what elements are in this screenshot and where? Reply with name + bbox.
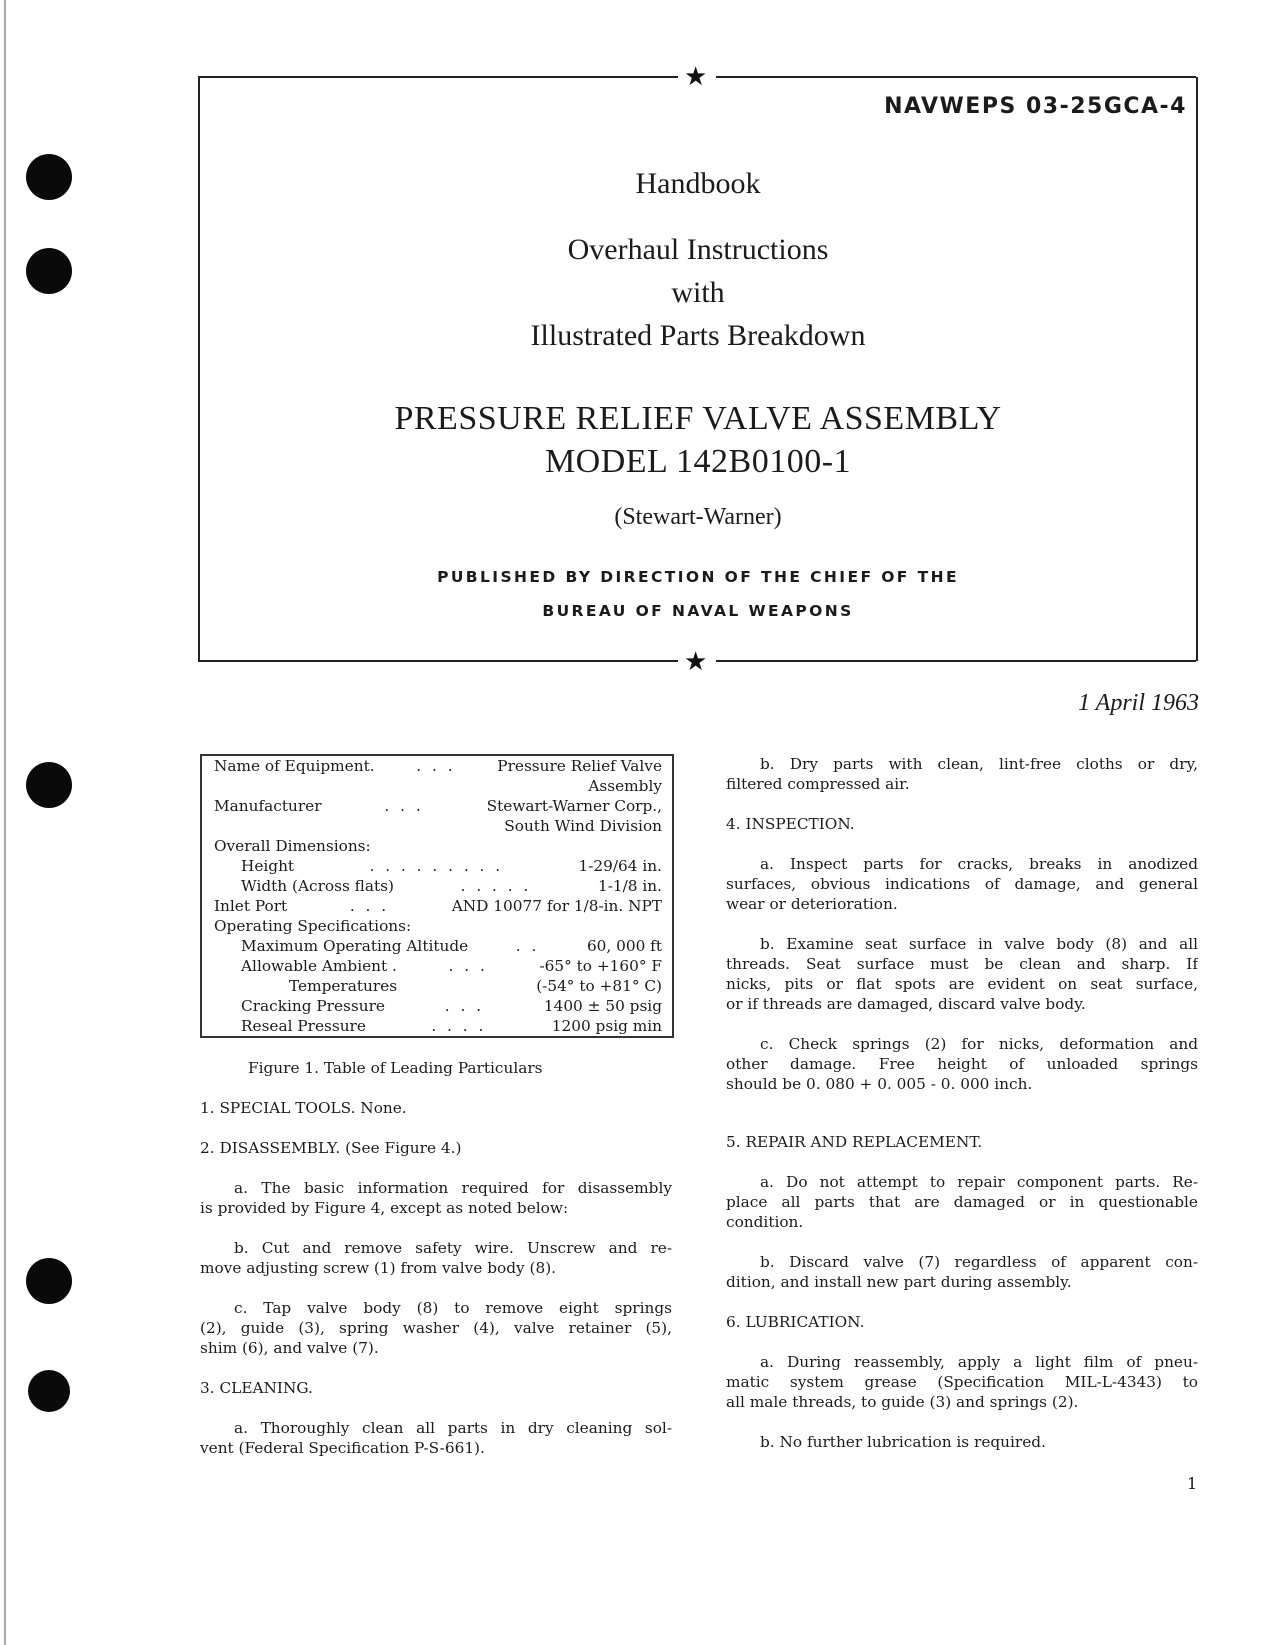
section-heading: 3. CLEANING. <box>200 1379 313 1397</box>
row-value: Pressure Relief Valve <box>497 757 662 775</box>
binder-hole <box>26 248 72 294</box>
table-row <box>214 896 662 916</box>
table-row <box>214 996 662 1016</box>
figure-caption: Figure 1. Table of Leading Particulars <box>248 1059 543 1077</box>
paragraph-line: is provided by Figure 4, except as noted below: <box>200 1199 569 1217</box>
published-by: PUBLISHED BY DIRECTION OF THE CHIEF OF THE <box>437 568 959 586</box>
table-row <box>214 916 662 936</box>
divider <box>716 76 1196 78</box>
paragraph-line: or if threads are damaged, discard valve body. <box>726 995 1086 1013</box>
row-label: Overall Dimensions: <box>214 837 371 855</box>
section-heading: 5. REPAIR AND REPLACEMENT. <box>726 1133 983 1151</box>
row-label: Maximum Operating Altitude <box>241 937 469 955</box>
paragraph-line: vent (Federal Specification P-S-661). <box>200 1439 485 1457</box>
leader-dots: . . . . . . . . . <box>369 857 504 875</box>
binder-hole <box>28 1370 70 1412</box>
leader-dots: . . . <box>349 897 390 915</box>
table-row <box>214 836 662 856</box>
row-label: Operating Specifications: <box>214 917 412 935</box>
section-heading: 4. INSPECTION. <box>726 815 855 833</box>
table-row <box>214 956 662 976</box>
star-icon: ★ <box>684 647 708 677</box>
row-value: 1200 psig min <box>551 1017 662 1035</box>
divider <box>198 76 678 78</box>
paragraph-line: filtered compressed air. <box>726 775 910 793</box>
table-row <box>214 816 662 836</box>
paragraph-line: wear or deterioration. <box>726 895 898 913</box>
paragraph-line: b. Discard valve (7) regardless of apparent con- <box>760 1253 1198 1271</box>
divider <box>198 660 678 662</box>
subtitle-line: with <box>671 276 725 309</box>
row-value: 60, 000 ft <box>586 937 662 955</box>
paragraph-line: dition, and install new part during assembly. <box>726 1273 1072 1291</box>
leader-dots: . . . <box>444 997 485 1015</box>
left-column <box>200 754 672 1458</box>
paragraph-line: shim (6), and valve (7). <box>200 1339 379 1357</box>
paragraph-line: matic system grease (Specification MIL-L-4343) to <box>726 1373 1198 1391</box>
row-value: 1400 ± 50 psig <box>543 997 662 1015</box>
row-label: Width (Across flats) <box>241 877 394 895</box>
row-value: South Wind Division <box>504 817 662 835</box>
leader-dots: . . . <box>416 757 456 775</box>
paragraph-line: surfaces, obvious indications of damage, and general <box>726 875 1198 893</box>
table-row <box>214 936 662 956</box>
model-number: MODEL 142B0100-1 <box>544 443 852 480</box>
document-number: NAVWEPS 03-25GCA-4 <box>884 94 1187 119</box>
leader-dots: . . <box>515 937 540 955</box>
table-row <box>214 856 662 876</box>
row-value: 1-1/8 in. <box>598 877 662 895</box>
row-value: 1-29/64 in. <box>578 857 662 875</box>
paragraph-line: c. Tap valve body (8) to remove eight springs <box>234 1299 672 1317</box>
binder-hole <box>26 154 72 200</box>
row-label: Height <box>241 857 295 875</box>
binder-hole <box>26 762 72 808</box>
row-value: (-54° to +81° C) <box>536 977 662 995</box>
paragraph-line: a. Inspect parts for cracks, breaks in anodized <box>760 855 1198 873</box>
row-value: Assembly <box>588 777 662 795</box>
paragraph-line: b. Dry parts with clean, lint-free cloths or dry, <box>760 755 1198 773</box>
publication-date: 1 April 1963 <box>1078 690 1199 716</box>
document-title: PRESSURE RELIEF VALVE ASSEMBLY <box>394 400 1002 437</box>
divider <box>716 660 1196 662</box>
right-column <box>726 754 1198 1452</box>
star-icon: ★ <box>684 62 708 92</box>
table-row <box>214 756 662 776</box>
paragraph-line: should be 0. 080 + 0. 005 - 0. 000 inch. <box>726 1075 1033 1093</box>
leader-dots: . . . <box>448 957 488 975</box>
paragraph-line: b. No further lubrication is required. <box>760 1433 1046 1451</box>
row-value: AND 10077 for 1/8-in. NPT <box>451 897 662 915</box>
page-number: 1 <box>1187 1474 1198 1493</box>
paragraph-line: nicks, pits or flat spots are evident on seat surface, <box>726 975 1198 993</box>
paragraph-line: move adjusting screw (1) from valve body (8). <box>200 1259 557 1277</box>
paragraph-line: c. Check springs (2) for nicks, deformation and <box>760 1035 1198 1053</box>
paragraph-line: a. Thoroughly clean all parts in dry cleaning sol- <box>234 1419 672 1437</box>
paragraph-line: a. The basic information required for disassembly <box>234 1179 672 1197</box>
page-edge <box>4 0 6 1645</box>
table-row <box>214 876 662 896</box>
table-row <box>214 976 662 996</box>
leader-dots: . . . . <box>431 1017 487 1035</box>
paragraph-line: threads. Seat surface must be clean and sharp. If <box>726 955 1198 973</box>
row-value: Stewart-Warner Corp., <box>486 797 662 815</box>
table-row <box>214 1016 662 1036</box>
paragraph-line: all male threads, to guide (3) and springs (2). <box>726 1393 1079 1411</box>
row-label: Allowable Ambient . <box>241 957 397 975</box>
manufacturer: (Stewart-Warner) <box>614 504 782 530</box>
paragraph-line: other damage. Free height of unloaded springs <box>726 1055 1198 1073</box>
row-label: Manufacturer <box>214 797 322 815</box>
paragraph-line: a. During reassembly, apply a light film of pneu- <box>760 1353 1198 1371</box>
table-row <box>214 776 662 796</box>
paragraph-line: b. Examine seat surface in valve body (8) and all <box>760 935 1198 953</box>
binder-hole <box>26 1258 72 1304</box>
subtitle-line: Overhaul Instructions <box>567 233 829 266</box>
section-heading: 2. DISASSEMBLY. (See Figure 4.) <box>200 1139 462 1157</box>
paragraph-line: b. Cut and remove safety wire. Unscrew and re- <box>234 1239 672 1257</box>
row-label: Temperatures <box>289 977 398 995</box>
row-value: -65° to +160° F <box>539 957 662 975</box>
leader-dots: . . . <box>384 797 424 815</box>
leader-dots: . . . . . <box>460 877 532 895</box>
leading-particulars-table <box>200 754 674 1038</box>
section-heading: 1. SPECIAL TOOLS. None. <box>200 1099 407 1117</box>
published-by: BUREAU OF NAVAL WEAPONS <box>542 602 854 620</box>
handbook-label: Handbook <box>635 167 761 200</box>
row-label: Reseal Pressure <box>241 1017 366 1035</box>
subtitle-line: Illustrated Parts Breakdown <box>530 319 866 352</box>
row-label: Cracking Pressure <box>241 997 385 1015</box>
row-label: Name of Equipment. <box>214 757 375 775</box>
paragraph-line: (2), guide (3), spring washer (4), valve retainer (5), <box>200 1319 672 1337</box>
section-heading: 6. LUBRICATION. <box>726 1313 865 1331</box>
table-row <box>214 796 662 816</box>
paragraph-line: condition. <box>726 1213 804 1231</box>
paragraph-line: place all parts that are damaged or in questionable <box>726 1193 1198 1211</box>
row-label: Inlet Port <box>214 897 288 915</box>
paragraph-line: a. Do not attempt to repair component parts. Re- <box>760 1173 1198 1191</box>
